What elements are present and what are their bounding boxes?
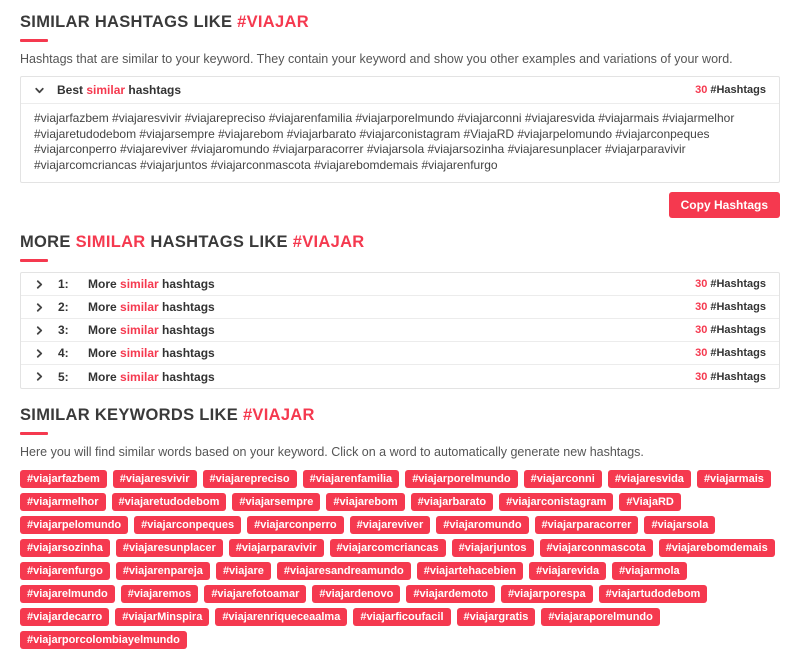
best-hashtags-panel-header[interactable] xyxy=(21,77,779,104)
best-hashtags-panel xyxy=(20,76,780,183)
accordion-row-1[interactable] xyxy=(21,273,779,296)
chevron-right-icon xyxy=(34,348,45,359)
chevron-right-icon xyxy=(34,371,45,382)
more-section-title: MORE SIMILAR HASHTAGS LIKE #VIAJAR xyxy=(20,233,365,251)
chevron-right-icon xyxy=(34,279,45,290)
keyword-tag[interactable]: #viajaresunplacer xyxy=(116,539,223,557)
keyword-tag[interactable]: #viajarconpeques xyxy=(134,516,241,534)
keyword-tag[interactable]: #viajaraporelmundo xyxy=(541,608,660,626)
keyword-tag[interactable]: #viajardenovo xyxy=(312,585,400,603)
keyword-tag[interactable]: #viajaresvida xyxy=(608,470,691,488)
hashtag-count-badge: 30 #Hashtags xyxy=(695,370,766,383)
hashtag-count-badge: 30 #Hashtags xyxy=(695,278,766,290)
copy-row xyxy=(20,192,780,218)
keyword-tag[interactable]: #viajarsozinha xyxy=(20,539,110,557)
row-number: 4: xyxy=(58,346,69,360)
panel-title: Best similar hashtags xyxy=(57,83,182,97)
keyword-tag[interactable]: #viajardemoto xyxy=(406,585,495,603)
row-label: More similar hashtags xyxy=(88,277,215,291)
title-underline xyxy=(20,432,48,435)
best-hashtags-section xyxy=(20,13,780,218)
keyword-tag[interactable]: #viajarefotoamar xyxy=(204,585,306,603)
title-underline xyxy=(20,39,48,42)
hashtag-count-badge: 30 #Hashtags xyxy=(695,347,766,359)
keyword-tag[interactable]: #viajaremos xyxy=(121,585,199,603)
keyword-tag[interactable]: #viajarparacorrer xyxy=(535,516,639,534)
accordion-row-5[interactable] xyxy=(21,365,779,388)
keyword-tag[interactable]: #viajarjuntos xyxy=(452,539,534,557)
keyword-tag[interactable]: #viajarmola xyxy=(612,562,687,580)
hashtag-count-badge: 30 #Hashtags xyxy=(695,324,766,336)
keyword-tag[interactable]: #viajarevida xyxy=(529,562,606,580)
keyword-tag[interactable]: #viajarconistagram xyxy=(499,493,613,511)
copy-hashtags-button[interactable]: Copy Hashtags xyxy=(669,192,780,218)
row-number: 3: xyxy=(58,323,69,337)
keyword-tag[interactable]: #viajarparavivir xyxy=(229,539,324,557)
page-title-text: SIMILAR HASHTAGS LIKE xyxy=(20,13,238,31)
keyword-tag[interactable]: #viajarporelmundo xyxy=(405,470,517,488)
section3-description: Here you will find similar words based on your keyword. Click on a word to automatically generate new hashtags. xyxy=(20,445,644,459)
row-number: 1: xyxy=(58,277,69,291)
keyword-tag[interactable]: #viajarficoufacil xyxy=(353,608,450,626)
keyword-tag[interactable]: #viajaresandreamundo xyxy=(277,562,411,580)
keywords-section-title: SIMILAR KEYWORDS LIKE #VIAJAR xyxy=(20,406,315,424)
keyword-tag[interactable]: #viajarpelomundo xyxy=(20,516,128,534)
row-label: More similar hashtags xyxy=(88,346,215,360)
keyword-tag[interactable]: #viajarebomdemais xyxy=(659,539,775,557)
keyword-tag[interactable]: #viajaromundo xyxy=(436,516,528,534)
keyword-tag[interactable]: #viajarporespa xyxy=(501,585,593,603)
keyword-tag[interactable]: #viajareviver xyxy=(350,516,431,534)
row-label: More similar hashtags xyxy=(88,300,215,314)
chevron-right-icon xyxy=(34,325,45,336)
hashtag-count-badge xyxy=(695,84,766,96)
keyword-tag[interactable]: #viajartudodebom xyxy=(599,585,708,603)
accordion-row-4[interactable] xyxy=(21,342,779,365)
keyword-tag[interactable]: #viajarfazbem xyxy=(20,470,107,488)
keyword-tag[interactable]: #viajarenpareja xyxy=(116,562,210,580)
page-title xyxy=(20,13,780,32)
keyword-tag[interactable]: #viajarenfamilia xyxy=(303,470,400,488)
keyword-tag[interactable]: #viajarenfurgo xyxy=(20,562,110,580)
keyword-tag[interactable]: #viajaresvivir xyxy=(113,470,197,488)
hashtag-list[interactable]: #viajarfazbem #viajaresvivir #viajarepreciso #viajarenfamilia #viajarporelmundo #viajarconni #viajaresvida #viajarmais #viajarmelhor #viajaretudodebom #viajarsempre #viajarebom #viajarbarato #viajarconistagram #ViajaRD #viajarpelomundo #viajarconpeques #viajarconperro #viajareviver #viajaromundo #viajarparacorrer #viajarsola #viajarsozinha #viajaresunplacer #viajarparavivir #viajarcomcriancas #viajarjuntos #viajarconmascota #viajarebomdemais #viajarenfurgo xyxy=(34,111,735,172)
accordion-row-2[interactable] xyxy=(21,296,779,319)
keyword-tag[interactable]: #viajarepreciso xyxy=(203,470,297,488)
chevron-right-icon xyxy=(34,302,45,313)
keyword-tag[interactable]: #viajargratis xyxy=(457,608,536,626)
keyword-tag[interactable]: #viajare xyxy=(216,562,271,580)
title-underline xyxy=(20,259,48,262)
keyword-tag[interactable]: #viajarMinspira xyxy=(115,608,209,626)
section1-description: Hashtags that are similar to your keyword. They contain your keyword and show you other examples and variations of your word. xyxy=(20,52,733,66)
row-number: 5: xyxy=(58,369,69,384)
row-label: More similar hashtags xyxy=(88,323,215,337)
keyword-tag[interactable]: #viajarebom xyxy=(326,493,404,511)
keyword-tag[interactable]: #viajarsola xyxy=(644,516,715,534)
chevron-down-icon xyxy=(34,85,45,96)
keyword-tag[interactable]: #viajarenriqueceaalma xyxy=(215,608,347,626)
keyword-tag[interactable]: #viajarsempre xyxy=(232,493,320,511)
keyword-tag[interactable]: #viajarconmascota xyxy=(540,539,653,557)
page-title-keyword: #VIAJAR xyxy=(237,13,309,31)
keyword-tag[interactable]: #viajarcomcriancas xyxy=(330,539,446,557)
accordion-row-3[interactable] xyxy=(21,319,779,342)
hashtag-count-label: #Hashtags xyxy=(710,84,766,96)
keyword-tag[interactable]: #viajarmais xyxy=(697,470,771,488)
keyword-tag[interactable]: #viajartehacebien xyxy=(417,562,523,580)
keyword-tag[interactable]: #viajarconperro xyxy=(247,516,344,534)
keyword-tag[interactable]: #ViajaRD xyxy=(619,493,681,511)
hashtag-count: 30 xyxy=(695,84,708,96)
keyword-tag[interactable]: #viajardecarro xyxy=(20,608,109,626)
keyword-tag[interactable]: #viajarconni xyxy=(524,470,602,488)
hashtag-count-badge: 30 #Hashtags xyxy=(695,301,766,313)
similar-keywords-section xyxy=(20,406,780,649)
keyword-tag[interactable]: #viajarbarato xyxy=(411,493,493,511)
keyword-tag[interactable]: #viajarelmundo xyxy=(20,585,115,603)
more-hashtags-section xyxy=(20,233,780,389)
keyword-tag[interactable]: #viajarporcolombiayelmundo xyxy=(20,631,187,649)
keyword-tag[interactable]: #viajarmelhor xyxy=(20,493,106,511)
row-number: 2: xyxy=(58,300,69,314)
keyword-tags xyxy=(20,470,780,649)
more-hashtags-accordion xyxy=(20,272,780,389)
row-label: More similar hashtags xyxy=(88,369,215,384)
keyword-tag[interactable]: #viajaretudodebom xyxy=(112,493,227,511)
